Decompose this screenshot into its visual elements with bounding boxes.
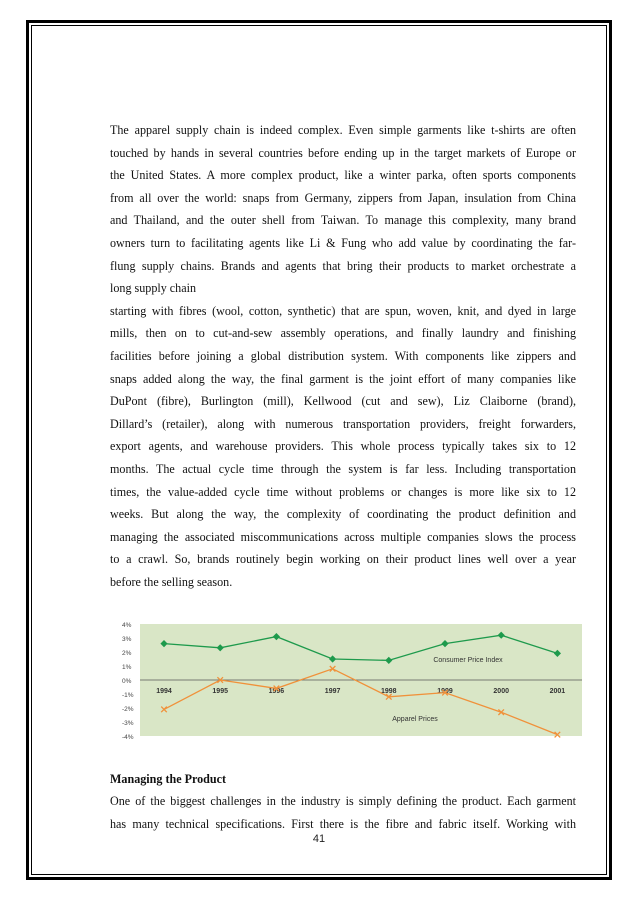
x-tick-label: 1997 [324, 688, 341, 695]
text-line: to a crawl. So, brands routinely begin working on their product lines well over a year [110, 552, 576, 567]
legend-label-cpi: Consumer Price Index [433, 657, 503, 664]
text-line: touched by hands in several countries before ending up in the target markets of Europe or [110, 145, 576, 160]
x-tick-label: 1999 [437, 688, 453, 695]
text-line: the United States. A more complex product, like a winter parka, often sports components [110, 168, 576, 183]
x-tick-label: 1995 [212, 688, 228, 695]
text-line: DuPont (fibre), Burlington (mill), Kellwood (cut and sew), Liz Claiborne (brand), [110, 394, 576, 409]
x-tick-label: 2000 [493, 688, 509, 695]
y-tick-label: 4% [122, 622, 132, 629]
text-line: flung supply chains. Brands and agents that bring their products to market orchestrate a [110, 258, 576, 273]
text-line: from all over the world: snaps from Germany, zippers from Japan, insulation from China [110, 190, 576, 205]
text-line: The apparel supply chain is indeed complex. Even simple garments like t-shirts are often [110, 123, 576, 137]
body-paragraph-1 [110, 119, 576, 593]
text-line: has many technical specifications. First there is the fibre and fabric itself. Working with [110, 816, 576, 831]
x-tick-label: 2001 [549, 688, 566, 695]
y-tick-label: -3% [122, 720, 134, 727]
text-line: export agents, and warehouse providers. This whole process typically takes six to 12 [110, 439, 576, 454]
y-tick-label: 0% [122, 678, 132, 685]
y-tick-label: -4% [122, 734, 134, 741]
text-line: times, the value-added cycle time without problems or changes is more like six to 12 [110, 484, 576, 499]
y-tick-label: -2% [122, 706, 134, 713]
x-tick-label: 1996 [268, 688, 285, 695]
text-line: before the selling season. [110, 574, 233, 589]
x-tick-label: 1994 [156, 688, 172, 695]
y-tick-label: 3% [122, 636, 132, 643]
text-line: and Thailand, and the outer shell from Taiwan. To manage this complexity, many brand [110, 213, 576, 228]
y-tick-label: 1% [122, 664, 132, 671]
legend-label-apparel: Apparel Prices [392, 716, 438, 723]
text-line: weeks. But along the way, the complexity of coordinating the product definition and [110, 507, 576, 522]
y-tick-label: 2% [122, 650, 132, 657]
text-line: managing the associated miscommunications across multiple companies slows the process [110, 529, 576, 544]
x-tick-label: 1998 [381, 688, 397, 695]
text-line: long supply chain [110, 281, 196, 296]
text-line: starting with fibres (wool, cotton, synthetic) that are spun, woven, knit, and dyed in large [110, 303, 576, 318]
text-line: owners turn to facilitating agents like Li & Fung who add value by coordinating the far- [110, 235, 576, 250]
text-line: months. The actual cycle time through the system is far less. Including transportation [110, 461, 576, 476]
body-paragraph-2 [110, 790, 576, 835]
text-line: mills, then on to cut-and-sew assembly operations, and finally laundry and finishing [110, 326, 576, 341]
y-tick-label: -1% [122, 692, 134, 699]
page-number: 41 [312, 833, 326, 845]
text-line: One of the biggest challenges in the industry is simply defining the product. Each garment [110, 794, 576, 808]
text-line: facilities before joining a global distribution system. With components like zippers and [110, 348, 576, 363]
section-heading: Managing the Product [110, 772, 227, 786]
text-line: snaps added along the way, the final garment is the joint effort of many companies like [110, 371, 576, 386]
text-line: Dillard’s (retailer), along with numerous transportation providers, freight forwarders, [110, 416, 576, 431]
price-index-chart [110, 604, 586, 744]
